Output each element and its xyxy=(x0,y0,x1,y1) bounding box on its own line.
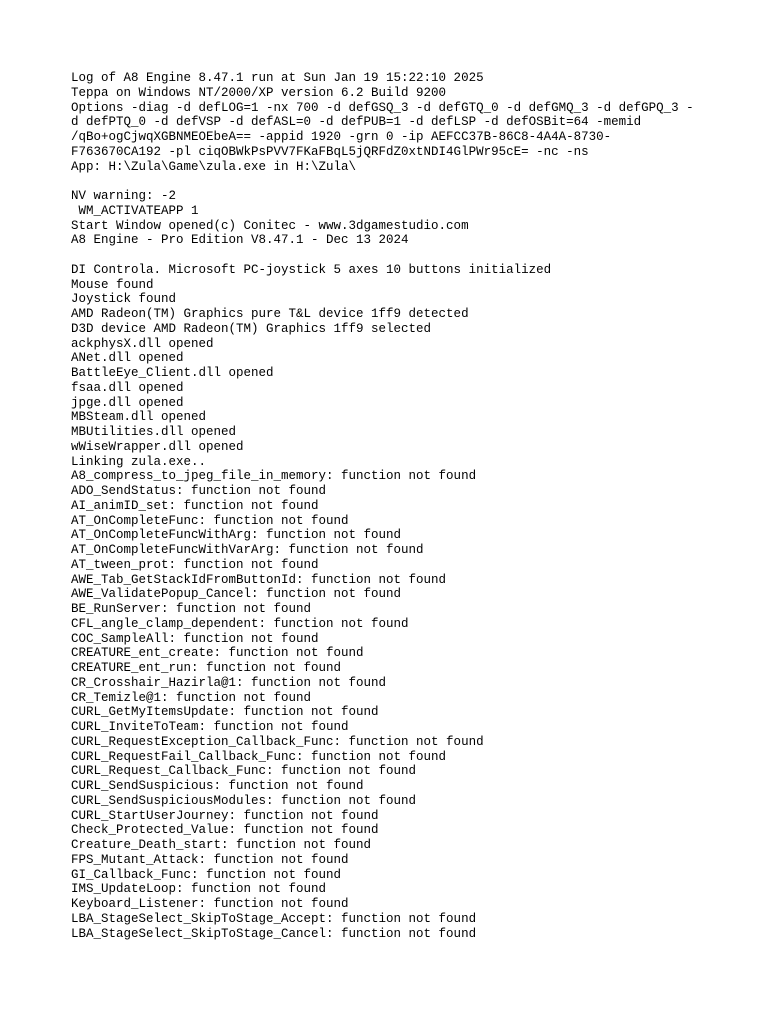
log-line: CURL_SendSuspicious: function not found xyxy=(71,779,364,793)
log-line: CURL_GetMyItemsUpdate: function not found xyxy=(71,705,379,720)
log-line: Keyboard_Listener: function not found xyxy=(71,897,349,911)
log-line: Start Window opened(c) Conitec - www.3dgamestudio.com xyxy=(71,218,469,233)
log-line: GI_Callback_Func: function not found xyxy=(71,867,342,882)
log-line: AI_animID_set: function not found xyxy=(71,498,319,513)
log-line: wWiseWrapper.dll opened xyxy=(71,439,244,454)
log-line: DI Controla. Microsoft PC-joystick 5 axes 10 buttons initialized xyxy=(71,262,552,277)
log-line: LBA_StageSelect_SkipToStage_Cancel: function not found xyxy=(71,926,477,941)
log-line: LBA_StageSelect_SkipToStage_Accept: function not found xyxy=(71,911,477,926)
log-line: CR_Temizle@1: function not found xyxy=(71,690,312,705)
log-line: /qBo+ogCjwqXGBNMEOEbeA== -appid 1920 -grn 0 -ip AEFCC37B-86C8-4A4A-8730- xyxy=(71,130,612,144)
log-line: IMS_UpdateLoop: function not found xyxy=(71,882,327,897)
log-line: AT_OnCompleteFuncWithArg: function not found xyxy=(71,528,402,543)
log-line: AMD Radeon(TM) Graphics pure T&L device 1ff9 detected xyxy=(71,307,469,321)
log-line: Check_Protected_Value: function not found xyxy=(71,823,379,838)
log-line: AT_OnCompleteFunc: function not found xyxy=(71,513,349,528)
log-line: WM_ACTIVATEAPP 1 xyxy=(71,203,199,218)
log-line: F763670CA192 -pl ciqOBWkPsPVV7FKaFBqL5jQRFdZ0xtNDI4GlPWr95cE= -nc -ns xyxy=(71,144,589,159)
log-line: jpge.dll opened xyxy=(71,395,184,410)
log-line: App: H:\Zula\Game\zula.exe in H:\Zula\ xyxy=(71,159,357,174)
engine-log-text xyxy=(71,71,711,941)
log-line: CURL_Request_Callback_Func: function not found xyxy=(71,764,417,779)
log-line: CURL_SendSuspiciousModules: function not found xyxy=(71,793,417,808)
log-line: NV warning: -2 xyxy=(71,189,177,203)
log-line: fsaa.dll opened xyxy=(71,380,184,395)
log-line: CFL_angle_clamp_dependent: function not found xyxy=(71,616,409,631)
log-line: d defPTQ_0 -d defVSP -d defASL=0 -d defPUB=1 -d defLSP -d defOSBit=64 -memid xyxy=(71,115,642,130)
log-line: Joystick found xyxy=(71,292,177,307)
log-line: COC_SampleAll: function not found xyxy=(71,631,319,646)
log-line: CURL_RequestFail_Callback_Func: function not found xyxy=(71,749,447,764)
log-line: A8 Engine - Pro Edition V8.47.1 - Dec 13 2024 xyxy=(71,233,409,248)
log-line: FPS_Mutant_Attack: function not found xyxy=(71,852,349,867)
log-line: Options -diag -d defLOG=1 -nx 700 -d defGSQ_3 -d defGTQ_0 -d defGMQ_3 -d defGPQ_3 - xyxy=(71,100,694,115)
log-line: MBUtilities.dll opened xyxy=(71,425,237,439)
log-line: CURL_InviteToTeam: function not found xyxy=(71,720,349,734)
log-line: BE_RunServer: function not found xyxy=(71,602,312,616)
log-line: AWE_ValidatePopup_Cancel: function not found xyxy=(71,587,402,602)
log-line: D3D device AMD Radeon(TM) Graphics 1ff9 selected xyxy=(71,321,432,336)
log-line: MBSteam.dll opened xyxy=(71,410,207,425)
log-line: Linking zula.exe.. xyxy=(71,454,207,469)
log-line xyxy=(71,248,711,263)
log-line: Mouse found xyxy=(71,277,154,292)
log-line: ANet.dll opened xyxy=(71,351,184,366)
log-line: BattleEye_Client.dll opened xyxy=(71,366,274,380)
log-line: ackphysX.dll opened xyxy=(71,336,214,351)
log-line xyxy=(71,174,711,189)
log-line: AT_OnCompleteFuncWithVarArg: function not found xyxy=(71,543,424,557)
log-line: AWE_Tab_GetStackIdFromButtonId: function not found xyxy=(71,572,447,587)
log-line: Teppa on Windows NT/2000/XP version 6.2 Build 9200 xyxy=(71,85,447,100)
log-line: Creature_Death_start: function not found xyxy=(71,838,372,852)
log-line: Log of A8 Engine 8.47.1 run at Sun Jan 19 15:22:10 2025 xyxy=(71,71,484,85)
log-line: AT_tween_prot: function not found xyxy=(71,557,319,572)
log-line: CREATURE_ent_create: function not found xyxy=(71,646,364,661)
log-line: CURL_StartUserJourney: function not found xyxy=(71,808,379,823)
log-line: ADO_SendStatus: function not found xyxy=(71,484,327,498)
log-line: A8_compress_to_jpeg_file_in_memory: function not found xyxy=(71,469,477,484)
log-line: CREATURE_ent_run: function not found xyxy=(71,661,342,675)
log-line: CR_Crosshair_Hazirla@1: function not found xyxy=(71,675,387,690)
log-line: CURL_RequestException_Callback_Func: function not found xyxy=(71,734,484,749)
